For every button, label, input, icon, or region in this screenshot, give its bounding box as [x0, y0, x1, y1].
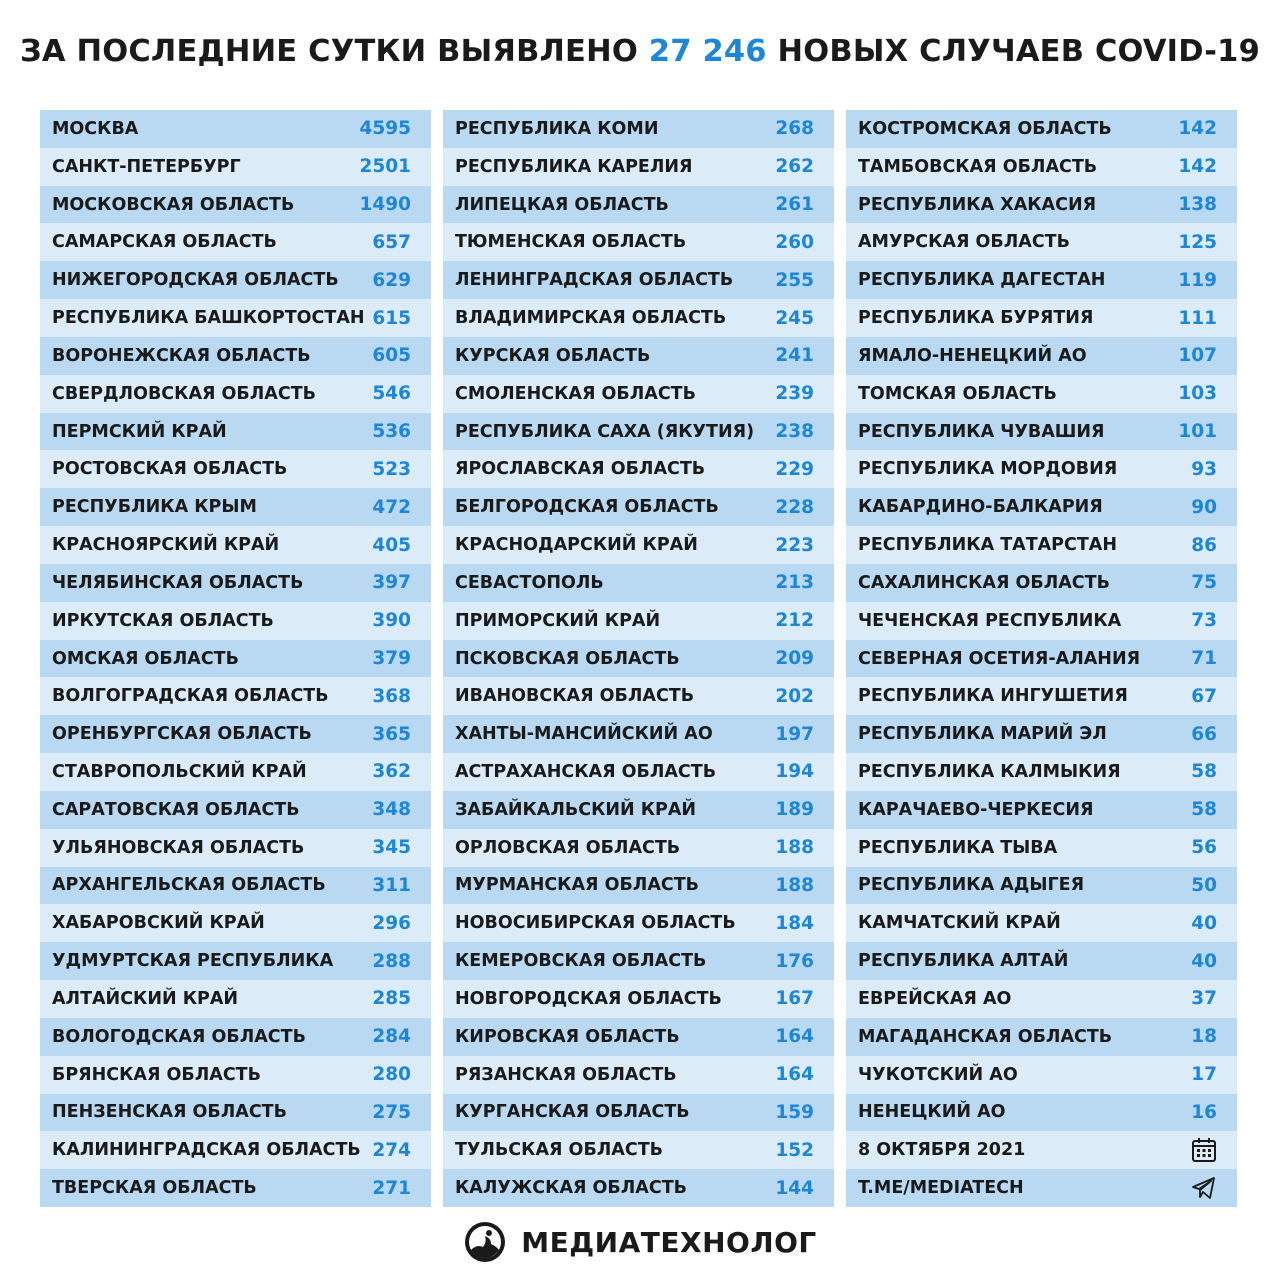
case-count: 16 — [1191, 1101, 1217, 1123]
case-count: 167 — [775, 988, 814, 1010]
table-row — [443, 148, 834, 186]
region-name: РЕСПУБЛИКА КАРЕЛИЯ — [455, 156, 693, 177]
region-name: КРАСНОЯРСКИЙ КРАЙ — [52, 535, 280, 556]
region-name: РЕСПУБЛИКА БАШКОРТОСТАН — [52, 308, 365, 329]
case-count: 50 — [1191, 874, 1217, 896]
case-count: 379 — [372, 648, 411, 669]
table-column-2 — [443, 110, 834, 1207]
table-row — [846, 450, 1237, 488]
table-row — [443, 186, 834, 224]
region-name: УЛЬЯНОВСКАЯ ОБЛАСТЬ — [52, 837, 305, 858]
region-name: СТАВРОПОЛЬСКИЙ КРАЙ — [52, 761, 307, 782]
region-name: НОВОСИБИРСКАЯ ОБЛАСТЬ — [455, 913, 736, 934]
table-row — [40, 867, 431, 905]
region-name: ВОРОНЕЖСКАЯ ОБЛАСТЬ — [52, 345, 311, 366]
table-row — [443, 829, 834, 867]
table-row — [443, 602, 834, 640]
region-name: РОСТОВСКАЯ ОБЛАСТЬ — [52, 459, 288, 480]
case-count: 629 — [372, 269, 411, 291]
table-row — [40, 1169, 431, 1207]
case-count: 536 — [372, 421, 411, 443]
table-row — [443, 1169, 834, 1207]
table-row — [40, 980, 431, 1018]
region-name: ТОМСКАЯ ОБЛАСТЬ — [858, 383, 1057, 404]
table-row — [443, 715, 834, 753]
case-count: 197 — [775, 723, 814, 745]
region-name: РЕСПУБЛИКА КАЛМЫКИЯ — [858, 761, 1121, 782]
table-row — [846, 942, 1237, 980]
region-name: ХАБАРОВСКИЙ КРАЙ — [52, 913, 265, 934]
table-row — [443, 867, 834, 905]
case-count: 288 — [372, 950, 411, 972]
case-count: 605 — [372, 345, 411, 367]
table-row — [443, 980, 834, 1018]
table-row — [846, 1056, 1237, 1094]
case-count: 75 — [1191, 572, 1217, 594]
case-count: 17 — [1191, 1064, 1217, 1086]
region-name: РЯЗАНСКАЯ ОБЛАСТЬ — [455, 1064, 677, 1085]
region-name: НЕНЕЦКИЙ АО — [858, 1102, 1006, 1123]
case-count: 152 — [775, 1139, 814, 1161]
table-row — [40, 602, 431, 640]
region-name: КАБАРДИНО-БАЛКАРИЯ — [858, 497, 1103, 518]
region-name: КУРГАНСКАЯ ОБЛАСТЬ — [455, 1102, 690, 1123]
region-name: РЕСПУБЛИКА БУРЯТИЯ — [858, 308, 1094, 329]
title-case-count: 27 246 — [648, 34, 767, 69]
region-name: РЕСПУБЛИКА ЧУВАШИЯ — [858, 421, 1105, 442]
case-count: 4595 — [359, 118, 411, 140]
table-row — [40, 564, 431, 602]
table-row — [40, 715, 431, 753]
footer — [0, 1220, 1280, 1264]
case-count: 142 — [1178, 156, 1217, 178]
table-row — [443, 791, 834, 829]
region-name: ХАНТЫ-МАНСИЙСКИЙ АО — [455, 724, 713, 745]
table-row — [846, 904, 1237, 942]
table-row — [40, 148, 431, 186]
table-row — [40, 261, 431, 299]
region-name: ЛИПЕЦКАЯ ОБЛАСТЬ — [455, 194, 669, 215]
table-row — [443, 110, 834, 148]
table-row — [846, 829, 1237, 867]
table-row — [443, 337, 834, 375]
case-count: 284 — [372, 1026, 411, 1048]
case-count: 275 — [372, 1101, 411, 1123]
case-count: 296 — [372, 912, 411, 934]
case-count: 164 — [775, 1026, 814, 1048]
calendar-icon — [1191, 1137, 1217, 1163]
case-count: 546 — [372, 383, 411, 405]
table-row — [846, 186, 1237, 224]
case-count: 164 — [775, 1064, 814, 1086]
case-count: 101 — [1178, 421, 1217, 443]
case-count: 362 — [372, 761, 411, 783]
table-row — [40, 677, 431, 715]
region-name: ИВАНОВСКАЯ ОБЛАСТЬ — [455, 686, 695, 707]
region-name: ПРИМОРСКИЙ КРАЙ — [455, 610, 661, 631]
region-name: ЕВРЕЙСКАЯ АО — [858, 988, 1012, 1009]
table-row — [443, 526, 834, 564]
region-name: КРАСНОДАРСКИЙ КРАЙ — [455, 535, 698, 556]
case-count: 209 — [775, 648, 814, 669]
region-name: ИРКУТСКАЯ ОБЛАСТЬ — [52, 610, 274, 631]
region-name: РЕСПУБЛИКА КРЫМ — [52, 497, 257, 518]
case-count: 245 — [775, 307, 814, 329]
case-count: 71 — [1191, 648, 1217, 669]
region-name: МУРМАНСКАЯ ОБЛАСТЬ — [455, 875, 700, 896]
region-name: САХАЛИНСКАЯ ОБЛАСТЬ — [858, 572, 1110, 593]
region-name: САМАРСКАЯ ОБЛАСТЬ — [52, 232, 277, 253]
case-count: 657 — [372, 231, 411, 253]
case-count: 125 — [1178, 231, 1217, 253]
table-row — [40, 450, 431, 488]
table-row — [40, 942, 431, 980]
region-name: КАЛИНИНГРАДСКАЯ ОБЛАСТЬ — [52, 1140, 361, 1161]
case-count: 229 — [775, 458, 814, 480]
table-row — [40, 413, 431, 451]
region-name: АРХАНГЕЛЬСКАЯ ОБЛАСТЬ — [52, 875, 326, 896]
date-row — [846, 1131, 1237, 1169]
case-count: 238 — [775, 421, 814, 443]
case-count: 345 — [372, 837, 411, 859]
case-count: 144 — [775, 1177, 814, 1199]
case-count: 397 — [372, 572, 411, 594]
table-column-1 — [40, 110, 431, 1207]
region-name: КИРОВСКАЯ ОБЛАСТЬ — [455, 1026, 680, 1047]
region-name: БЕЛГОРОДСКАЯ ОБЛАСТЬ — [455, 497, 719, 518]
table-row — [40, 1056, 431, 1094]
region-name: РЕСПУБЛИКА ХАКАСИЯ — [858, 194, 1097, 215]
table-row — [40, 753, 431, 791]
region-name: РЕСПУБЛИКА КОМИ — [455, 118, 659, 139]
case-count: 138 — [1178, 194, 1217, 216]
table-row — [443, 299, 834, 337]
table-row — [40, 375, 431, 413]
case-count: 67 — [1191, 685, 1217, 707]
case-count: 615 — [372, 307, 411, 329]
table-row — [846, 715, 1237, 753]
region-name: ЛЕНИНГРАДСКАЯ ОБЛАСТЬ — [455, 270, 734, 291]
region-name: РЕСПУБЛИКА МОРДОВИЯ — [858, 459, 1118, 480]
region-name: РЕСПУБЛИКА САХА (ЯКУТИЯ) — [455, 421, 755, 442]
table-row — [846, 223, 1237, 261]
table-row — [443, 942, 834, 980]
table-row — [40, 1018, 431, 1056]
case-count: 58 — [1191, 799, 1217, 821]
table-row — [846, 602, 1237, 640]
case-count: 311 — [372, 874, 411, 896]
table-row — [846, 791, 1237, 829]
table-row — [846, 1018, 1237, 1056]
case-count: 188 — [775, 837, 814, 859]
region-name: МОСКВА — [52, 118, 139, 139]
case-count: 107 — [1178, 345, 1217, 367]
case-count: 239 — [775, 383, 814, 405]
case-count: 262 — [775, 156, 814, 178]
region-name: СВЕРДЛОВСКАЯ ОБЛАСТЬ — [52, 383, 316, 404]
region-name: РЕСПУБЛИКА ИНГУШЕТИЯ — [858, 686, 1128, 707]
table-row — [846, 337, 1237, 375]
table-row — [40, 791, 431, 829]
telegram-icon[interactable] — [1191, 1175, 1217, 1201]
table-column-3 — [846, 110, 1237, 1207]
date-text: 8 ОКТЯБРЯ 2021 — [858, 1140, 1026, 1161]
table-row — [846, 677, 1237, 715]
region-name: ОРЛОВСКАЯ ОБЛАСТЬ — [455, 837, 681, 858]
region-name: ВОЛОГОДСКАЯ ОБЛАСТЬ — [52, 1026, 306, 1047]
table-row — [40, 904, 431, 942]
case-count: 119 — [1178, 269, 1217, 291]
table-row — [40, 186, 431, 224]
table-row — [40, 640, 431, 678]
case-count: 56 — [1191, 837, 1217, 859]
case-count: 86 — [1191, 534, 1217, 556]
case-count: 1490 — [359, 194, 411, 216]
table-row — [443, 450, 834, 488]
case-count: 268 — [775, 118, 814, 140]
region-name: УДМУРТСКАЯ РЕСПУБЛИКА — [52, 951, 334, 972]
region-name: КУРСКАЯ ОБЛАСТЬ — [455, 345, 651, 366]
page-title — [0, 34, 1280, 69]
table-row — [40, 526, 431, 564]
case-count: 73 — [1191, 610, 1217, 632]
case-count: 280 — [372, 1064, 411, 1086]
region-name: НОВГОРОДСКАЯ ОБЛАСТЬ — [455, 988, 722, 1009]
region-name: ПЕРМСКИЙ КРАЙ — [52, 421, 227, 442]
case-count: 223 — [775, 534, 814, 556]
region-name: ВЛАДИМИРСКАЯ ОБЛАСТЬ — [455, 308, 727, 329]
table-row — [846, 980, 1237, 1018]
region-name: АМУРСКАЯ ОБЛАСТЬ — [858, 232, 1070, 253]
table-row — [40, 488, 431, 526]
case-count: 176 — [775, 950, 814, 972]
table-row — [443, 640, 834, 678]
region-name: ОРЕНБУРГСКАЯ ОБЛАСТЬ — [52, 724, 312, 745]
region-name: РЕСПУБЛИКА ТЫВА — [858, 837, 1058, 858]
region-name: КАМЧАТСКИЙ КРАЙ — [858, 913, 1061, 934]
region-name: НИЖЕГОРОДСКАЯ ОБЛАСТЬ — [52, 270, 339, 291]
region-name: КОСТРОМСКАЯ ОБЛАСТЬ — [858, 118, 1112, 139]
region-name: ПЕНЗЕНСКАЯ ОБЛАСТЬ — [52, 1102, 287, 1123]
case-count: 142 — [1178, 118, 1217, 140]
region-name: ПСКОВСКАЯ ОБЛАСТЬ — [455, 648, 680, 669]
case-count: 368 — [372, 685, 411, 707]
table-row — [443, 753, 834, 791]
region-name: АСТРАХАНСКАЯ ОБЛАСТЬ — [455, 761, 717, 782]
region-name: ЯРОСЛАВСКАЯ ОБЛАСТЬ — [455, 459, 706, 480]
case-count: 212 — [775, 610, 814, 632]
table-row — [443, 488, 834, 526]
table-row — [443, 904, 834, 942]
region-name: ЧУКОТСКИЙ АО — [858, 1064, 1018, 1085]
table-row — [846, 375, 1237, 413]
case-count: 365 — [372, 723, 411, 745]
region-name: РЕСПУБЛИКА АЛТАЙ — [858, 951, 1069, 972]
region-name: ОМСКАЯ ОБЛАСТЬ — [52, 648, 239, 669]
case-count: 93 — [1191, 458, 1217, 480]
case-count: 405 — [372, 534, 411, 556]
case-count: 189 — [775, 799, 814, 821]
table-row — [846, 564, 1237, 602]
table-row — [443, 413, 834, 451]
case-count: 202 — [775, 685, 814, 707]
region-name: СМОЛЕНСКАЯ ОБЛАСТЬ — [455, 383, 696, 404]
table-row — [40, 829, 431, 867]
region-name: ВОЛГОГРАДСКАЯ ОБЛАСТЬ — [52, 686, 329, 707]
case-count: 472 — [372, 496, 411, 518]
table-row — [846, 753, 1237, 791]
region-name: ЗАБАЙКАЛЬСКИЙ КРАЙ — [455, 799, 697, 820]
case-count: 103 — [1178, 383, 1217, 405]
case-count: 261 — [775, 194, 814, 216]
region-name: АЛТАЙСКИЙ КРАЙ — [52, 988, 239, 1009]
case-count: 66 — [1191, 723, 1217, 745]
mediatechnolog-logo-icon — [463, 1220, 507, 1264]
cases-table — [40, 110, 1237, 1207]
region-name: ТЮМЕНСКАЯ ОБЛАСТЬ — [455, 232, 687, 253]
table-row — [40, 1094, 431, 1132]
table-row — [40, 110, 431, 148]
case-count: 523 — [372, 458, 411, 480]
case-count: 90 — [1191, 496, 1217, 518]
title-suffix: НОВЫХ СЛУЧАЕВ COVID-19 — [777, 34, 1260, 69]
table-row — [40, 1131, 431, 1169]
case-count: 40 — [1191, 912, 1217, 934]
table-row — [443, 261, 834, 299]
case-count: 159 — [775, 1101, 814, 1123]
table-row — [846, 261, 1237, 299]
case-count: 40 — [1191, 950, 1217, 972]
region-name: РЕСПУБЛИКА АДЫГЕЯ — [858, 875, 1085, 896]
case-count: 390 — [372, 610, 411, 632]
region-name: САНКТ-ПЕТЕРБУРГ — [52, 156, 241, 177]
case-count: 194 — [775, 761, 814, 783]
region-name: СЕВАСТОПОЛЬ — [455, 572, 604, 593]
title-prefix: ЗА ПОСЛЕДНИЕ СУТКИ ВЫЯВЛЕНО — [20, 34, 638, 69]
table-row — [443, 375, 834, 413]
case-count: 274 — [372, 1139, 411, 1161]
case-count: 213 — [775, 572, 814, 594]
table-row — [443, 1056, 834, 1094]
table-row — [846, 299, 1237, 337]
case-count: 348 — [372, 799, 411, 821]
region-name: САРАТОВСКАЯ ОБЛАСТЬ — [52, 799, 300, 820]
case-count: 255 — [775, 269, 814, 291]
table-row — [443, 1018, 834, 1056]
region-name: ЧЕЧЕНСКАЯ РЕСПУБЛИКА — [858, 610, 1122, 631]
table-row — [443, 1131, 834, 1169]
case-count: 271 — [372, 1177, 411, 1199]
table-row — [846, 110, 1237, 148]
region-name: КЕМЕРОВСКАЯ ОБЛАСТЬ — [455, 951, 707, 972]
region-name: МОСКОВСКАЯ ОБЛАСТЬ — [52, 194, 295, 215]
table-row — [846, 1094, 1237, 1132]
case-count: 260 — [775, 231, 814, 253]
region-name: СЕВЕРНАЯ ОСЕТИЯ-АЛАНИЯ — [858, 648, 1141, 669]
region-name: ТВЕРСКАЯ ОБЛАСТЬ — [52, 1178, 257, 1199]
table-row — [40, 337, 431, 375]
region-name: МАГАДАНСКАЯ ОБЛАСТЬ — [858, 1026, 1113, 1047]
case-count: 111 — [1178, 307, 1217, 329]
case-count: 228 — [775, 496, 814, 518]
case-count: 285 — [372, 988, 411, 1010]
table-row — [40, 299, 431, 337]
table-row — [846, 148, 1237, 186]
case-count: 241 — [775, 345, 814, 367]
table-row — [846, 867, 1237, 905]
table-row — [443, 223, 834, 261]
table-row — [443, 677, 834, 715]
region-name: КАРАЧАЕВО-ЧЕРКЕСИЯ — [858, 799, 1094, 820]
region-name: БРЯНСКАЯ ОБЛАСТЬ — [52, 1064, 261, 1085]
case-count: 58 — [1191, 761, 1217, 783]
table-row — [443, 1094, 834, 1132]
region-name: РЕСПУБЛИКА ТАТАРСТАН — [858, 535, 1117, 556]
table-row — [443, 564, 834, 602]
table-row — [846, 488, 1237, 526]
region-name: ЧЕЛЯБИНСКАЯ ОБЛАСТЬ — [52, 572, 304, 593]
case-count: 184 — [775, 912, 814, 934]
region-name: РЕСПУБЛИКА ДАГЕСТАН — [858, 270, 1106, 291]
brand-name: МЕДИАТЕХНОЛОГ — [521, 1225, 817, 1259]
case-count: 18 — [1191, 1026, 1217, 1048]
region-name: РЕСПУБЛИКА МАРИЙ ЭЛ — [858, 724, 1107, 745]
table-row — [846, 526, 1237, 564]
channel-link[interactable]: T.ME/MEDIATECH — [858, 1178, 1024, 1199]
region-name: ЯМАЛО-НЕНЕЦКИЙ АО — [858, 345, 1087, 366]
table-row — [846, 640, 1237, 678]
table-row — [846, 413, 1237, 451]
table-row — [40, 223, 431, 261]
case-count: 37 — [1191, 988, 1217, 1010]
region-name: ТАМБОВСКАЯ ОБЛАСТЬ — [858, 156, 1098, 177]
case-count: 2501 — [359, 156, 411, 178]
channel-row[interactable] — [846, 1169, 1237, 1207]
region-name: КАЛУЖСКАЯ ОБЛАСТЬ — [455, 1178, 687, 1199]
case-count: 188 — [775, 874, 814, 896]
region-name: ТУЛЬСКАЯ ОБЛАСТЬ — [455, 1140, 663, 1161]
